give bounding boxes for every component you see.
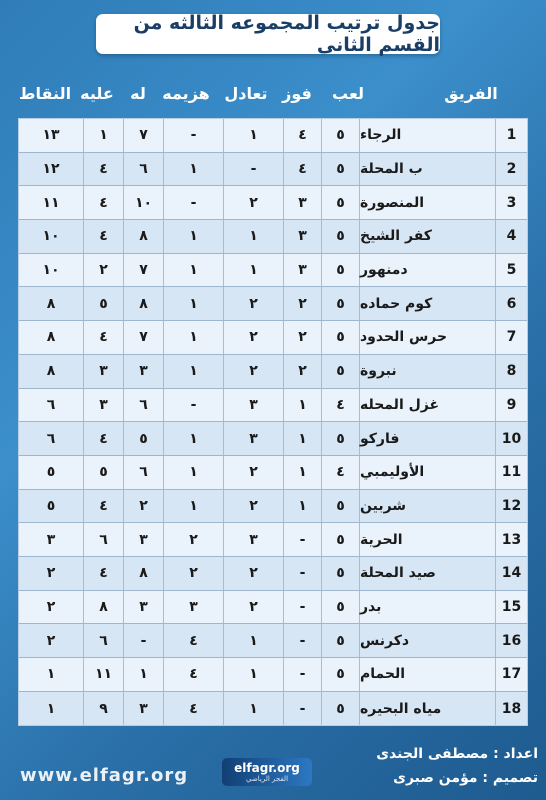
goals-against-cell: ٥	[83, 287, 123, 320]
team-name: ب المحلة	[359, 153, 495, 186]
goals-for-cell: ٣	[123, 591, 163, 624]
goals-for-cell: ٧	[123, 119, 163, 152]
played-cell: ٥	[321, 523, 359, 556]
played-cell: ٥	[321, 355, 359, 388]
lost-cell: ١	[163, 321, 223, 354]
prepared-by: اعداد : مصطفى الجندى	[376, 746, 538, 762]
team-name: فاركو	[359, 422, 495, 455]
logo-text: elfagr.org	[234, 761, 300, 775]
drawn-cell: ٢	[223, 355, 283, 388]
table-row	[19, 692, 527, 726]
won-cell: ٢	[283, 287, 321, 320]
goals-against-cell: ٢	[83, 254, 123, 287]
goals-against-cell: ٥	[83, 456, 123, 489]
won-cell: ٢	[283, 321, 321, 354]
team-name: شربين	[359, 490, 495, 523]
team-name: صيد المحلة	[359, 557, 495, 590]
website-url: www.elfagr.org	[20, 765, 189, 786]
team-name: غزل المحله	[359, 389, 495, 422]
won-cell: ٢	[283, 355, 321, 388]
drawn-cell: ٣	[223, 389, 283, 422]
table-row	[19, 490, 527, 524]
lost-cell: ٢	[163, 523, 223, 556]
table-row	[19, 456, 527, 490]
rank-cell: 12	[495, 490, 527, 523]
goals-against-cell: ١	[83, 119, 123, 152]
header-lost: هزيمه	[162, 84, 210, 103]
rank-cell: 15	[495, 591, 527, 624]
site-logo	[222, 758, 312, 786]
table-row	[19, 153, 527, 187]
goals-for-cell: ٧	[123, 254, 163, 287]
drawn-cell: ٣	[223, 422, 283, 455]
table-row	[19, 591, 527, 625]
goals-against-cell: ٤	[83, 220, 123, 253]
drawn-cell: ١	[223, 692, 283, 726]
credits	[376, 742, 538, 790]
designed-by: تصميم : مؤمن صبرى	[393, 770, 538, 786]
drawn-cell: ١	[223, 220, 283, 253]
table-row	[19, 624, 527, 658]
team-name: المنصورة	[359, 186, 495, 219]
won-cell: ١	[283, 490, 321, 523]
rank-cell: 6	[495, 287, 527, 320]
rank-cell: 8	[495, 355, 527, 388]
team-name: الرجاء	[359, 119, 495, 152]
table-row	[19, 220, 527, 254]
won-cell: ١	[283, 389, 321, 422]
lost-cell: ٢	[163, 557, 223, 590]
lost-cell: -	[163, 186, 223, 219]
won-cell: -	[283, 692, 321, 726]
points-cell: ٣	[46, 531, 56, 548]
points-cell: ٦	[46, 396, 56, 413]
played-cell: ٤	[321, 456, 359, 489]
table-row	[19, 389, 527, 423]
lost-cell: ١	[163, 287, 223, 320]
won-cell: ٤	[283, 153, 321, 186]
goals-for-cell: ٣	[123, 523, 163, 556]
won-cell: ١	[283, 422, 321, 455]
team-name: بدر	[359, 591, 495, 624]
logo-subtext: الفجر الرياضي	[245, 775, 289, 783]
goals-against-cell: ٤	[83, 422, 123, 455]
lost-cell: ١	[163, 355, 223, 388]
points-cell: ٥	[46, 497, 56, 514]
table-row	[19, 287, 527, 321]
team-name: الحرية	[359, 523, 495, 556]
points-cell: ٢	[46, 632, 56, 649]
header-goals-for: له	[130, 84, 146, 103]
lost-cell: ٣	[163, 591, 223, 624]
played-cell: ٥	[321, 658, 359, 691]
drawn-cell: ٢	[223, 287, 283, 320]
goals-against-cell: ٤	[83, 321, 123, 354]
rank-cell: 16	[495, 624, 527, 657]
points-cell: ٨	[46, 329, 56, 346]
points-cell: ١١	[42, 194, 60, 211]
played-cell: ٥	[321, 186, 359, 219]
rank-cell: 10	[495, 422, 527, 455]
won-cell: ٣	[283, 186, 321, 219]
played-cell: ٥	[321, 321, 359, 354]
header-points: النقاط	[18, 84, 72, 103]
won-cell: ١	[283, 456, 321, 489]
points-cell: ١٠	[42, 262, 60, 279]
goals-against-cell: ١١	[83, 658, 123, 691]
header-won: فوز	[282, 84, 312, 103]
table-row	[19, 119, 527, 153]
won-cell: -	[283, 591, 321, 624]
lost-cell: -	[163, 119, 223, 152]
won-cell: ٤	[283, 119, 321, 152]
table-row	[19, 321, 527, 355]
team-name: دكرنس	[359, 624, 495, 657]
drawn-cell: ٢	[223, 456, 283, 489]
standings-table	[18, 118, 528, 726]
lost-cell: ٤	[163, 624, 223, 657]
team-name: الأوليمبي	[359, 456, 495, 489]
team-name: الحمام	[359, 658, 495, 691]
rank-cell: 18	[495, 692, 527, 726]
goals-against-cell: ٤	[83, 557, 123, 590]
drawn-cell: ١	[223, 624, 283, 657]
rank-cell: 4	[495, 220, 527, 253]
rank-cell: 13	[495, 523, 527, 556]
points-cell: ١٣	[42, 127, 60, 144]
won-cell: ٣	[283, 254, 321, 287]
drawn-cell: ٢	[223, 490, 283, 523]
points-cell: ٢	[46, 598, 56, 615]
drawn-cell: ٢	[223, 186, 283, 219]
lost-cell: ١	[163, 220, 223, 253]
goals-for-cell: ٦	[123, 389, 163, 422]
goals-for-cell: ٦	[123, 153, 163, 186]
lost-cell: ٤	[163, 658, 223, 691]
team-name: حرس الحدود	[359, 321, 495, 354]
header-goals-against: عليه	[80, 84, 114, 103]
lost-cell: ١	[163, 254, 223, 287]
points-cell: ٢	[46, 565, 56, 582]
won-cell: -	[283, 523, 321, 556]
goals-for-cell: ٣	[123, 692, 163, 726]
lost-cell: -	[163, 389, 223, 422]
goals-for-cell: ٨	[123, 557, 163, 590]
goals-for-cell: ٥	[123, 422, 163, 455]
played-cell: ٥	[321, 557, 359, 590]
goals-for-cell: ٢	[123, 490, 163, 523]
played-cell: ٥	[321, 692, 359, 726]
goals-for-cell: ٨	[123, 220, 163, 253]
team-name: كفر الشيخ	[359, 220, 495, 253]
goals-for-cell: ٣	[123, 355, 163, 388]
table-row	[19, 523, 527, 557]
goals-for-cell: ١	[123, 658, 163, 691]
lost-cell: ١	[163, 456, 223, 489]
table-row	[19, 658, 527, 692]
drawn-cell: -	[223, 153, 283, 186]
team-name: كوم حماده	[359, 287, 495, 320]
drawn-cell: ٢	[223, 557, 283, 590]
played-cell: ٥	[321, 591, 359, 624]
title-banner	[96, 14, 440, 54]
goals-against-cell: ٩	[83, 692, 123, 726]
table-row	[19, 186, 527, 220]
points-cell: ١	[46, 666, 56, 683]
played-cell: ٥	[321, 422, 359, 455]
rank-cell: 11	[495, 456, 527, 489]
goals-against-cell: ٣	[83, 355, 123, 388]
rank-cell: 17	[495, 658, 527, 691]
points-cell: ٨	[46, 363, 56, 380]
goals-against-cell: ٤	[83, 153, 123, 186]
played-cell: ٥	[321, 153, 359, 186]
drawn-cell: ١	[223, 119, 283, 152]
points-cell: ٦	[46, 430, 56, 447]
page-title: جدول ترتيب المجموعه الثالثه من القسم الثانى	[133, 12, 440, 56]
rank-cell: 1	[495, 119, 527, 152]
played-cell: ٥	[321, 254, 359, 287]
points-cell: ١٢	[42, 161, 60, 178]
table-header	[18, 78, 526, 110]
rank-cell: 5	[495, 254, 527, 287]
goals-against-cell: ٤	[83, 490, 123, 523]
header-drawn: تعادل	[224, 84, 268, 103]
points-cell: ٥	[46, 464, 56, 481]
rank-cell: 3	[495, 186, 527, 219]
header-played: لعب	[332, 84, 364, 103]
rank-cell: 7	[495, 321, 527, 354]
table-row	[19, 557, 527, 591]
drawn-cell: ٣	[223, 523, 283, 556]
points-cell: ١	[46, 700, 56, 717]
drawn-cell: ١	[223, 658, 283, 691]
points-cell: ٨	[46, 295, 56, 312]
goals-for-cell: ٨	[123, 287, 163, 320]
goals-for-cell: ٧	[123, 321, 163, 354]
team-name: نبروة	[359, 355, 495, 388]
played-cell: ٤	[321, 389, 359, 422]
drawn-cell: ٢	[223, 321, 283, 354]
goals-against-cell: ٨	[83, 591, 123, 624]
lost-cell: ١	[163, 153, 223, 186]
goals-against-cell: ٤	[83, 186, 123, 219]
drawn-cell: ١	[223, 254, 283, 287]
lost-cell: ١	[163, 422, 223, 455]
lost-cell: ١	[163, 490, 223, 523]
table-row	[19, 355, 527, 389]
played-cell: ٥	[321, 119, 359, 152]
header-team: الفريق	[444, 84, 498, 103]
goals-against-cell: ٣	[83, 389, 123, 422]
rank-cell: 14	[495, 557, 527, 590]
lost-cell: ٤	[163, 692, 223, 726]
rank-cell: 9	[495, 389, 527, 422]
team-name: مياه البحيره	[359, 692, 495, 726]
played-cell: ٥	[321, 287, 359, 320]
won-cell: -	[283, 624, 321, 657]
played-cell: ٥	[321, 624, 359, 657]
team-name: دمنهور	[359, 254, 495, 287]
won-cell: ٣	[283, 220, 321, 253]
goals-against-cell: ٦	[83, 523, 123, 556]
goals-against-cell: ٦	[83, 624, 123, 657]
goals-for-cell: ١٠	[123, 186, 163, 219]
table-row	[19, 422, 527, 456]
drawn-cell: ٢	[223, 591, 283, 624]
goals-for-cell: ٦	[123, 456, 163, 489]
played-cell: ٥	[321, 490, 359, 523]
points-cell: ١٠	[42, 228, 60, 245]
table-row	[19, 254, 527, 288]
won-cell: -	[283, 557, 321, 590]
played-cell: ٥	[321, 220, 359, 253]
goals-for-cell: -	[123, 624, 163, 657]
rank-cell: 2	[495, 153, 527, 186]
won-cell: -	[283, 658, 321, 691]
